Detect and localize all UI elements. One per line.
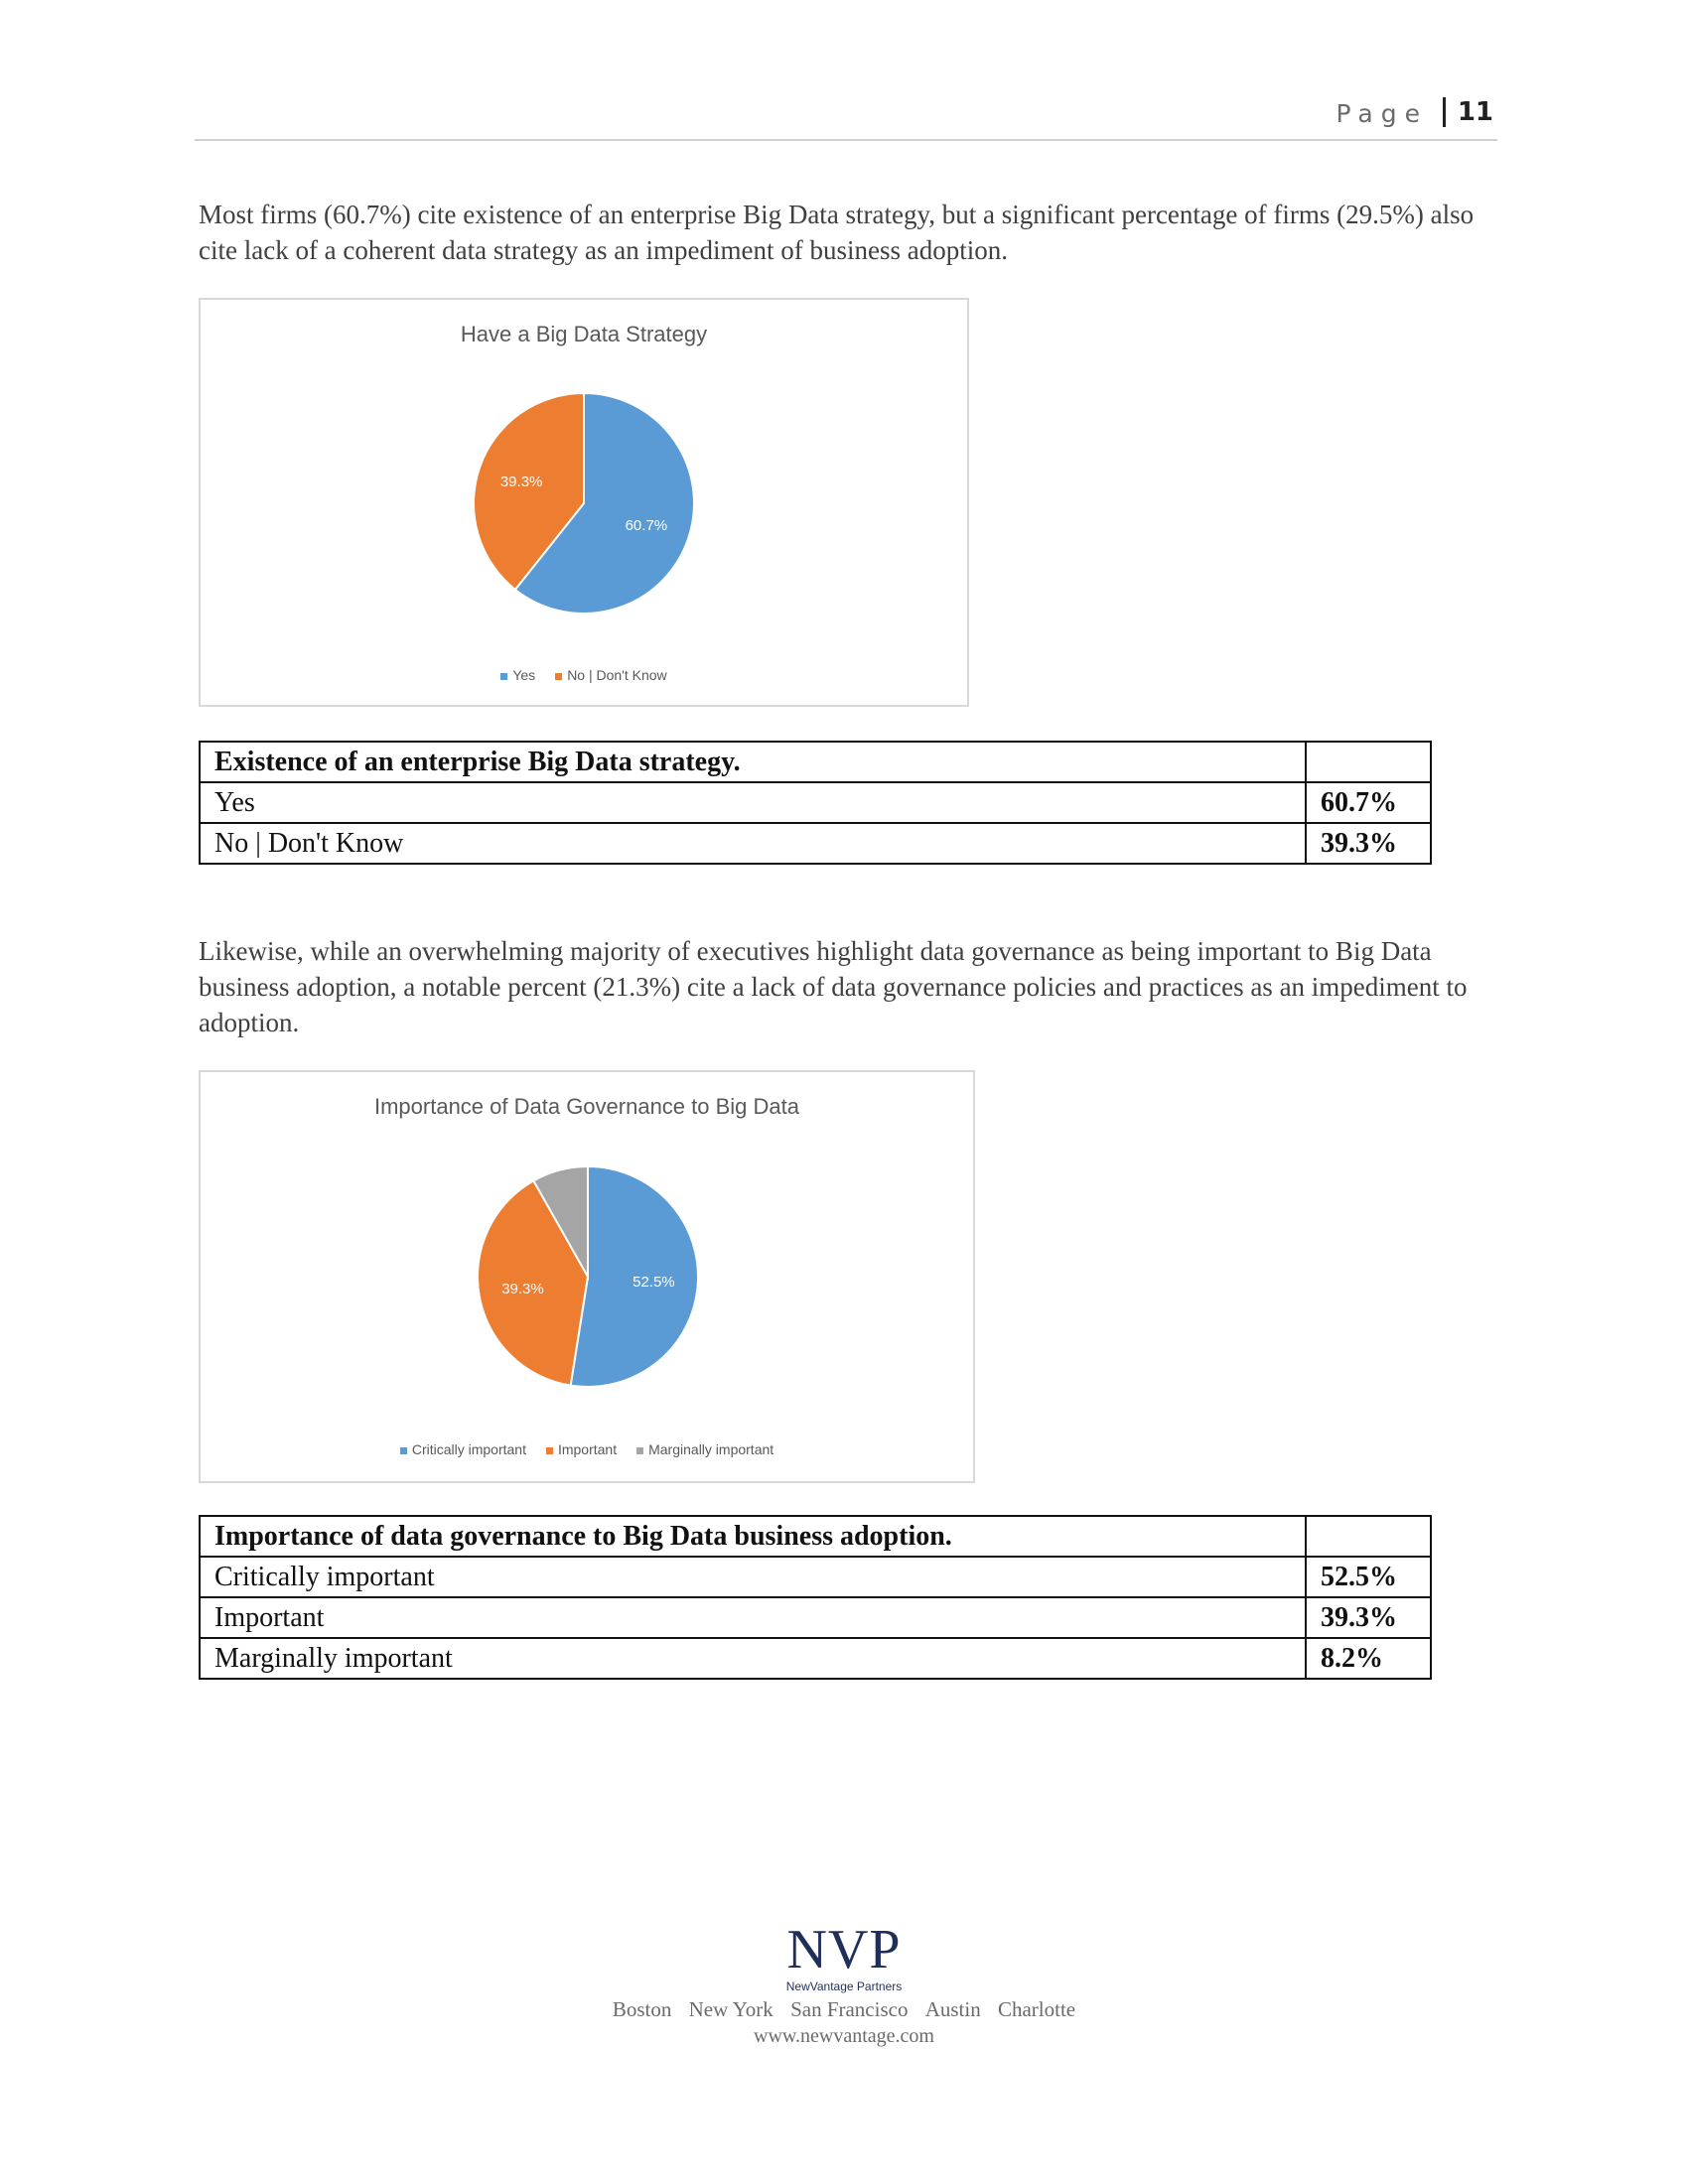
city: New York (688, 1997, 774, 2021)
table-header: Existence of an enterprise Big Data strategy. (200, 742, 1306, 782)
city: Austin (924, 1997, 981, 2021)
pie-data-label: 52.5% (633, 1274, 675, 1292)
row-value: 60.7% (1306, 782, 1431, 823)
strategy-table (199, 741, 1432, 865)
table-header-row (200, 1516, 1431, 1557)
table-row (200, 1597, 1431, 1638)
legend-swatch (555, 673, 562, 680)
table-row (200, 782, 1431, 823)
legend-label: Critically important (411, 1441, 526, 1457)
row-value: 52.5% (1306, 1557, 1431, 1597)
row-label: No | Don't Know (200, 823, 1306, 864)
table-row (200, 1557, 1431, 1597)
row-value: 39.3% (1306, 1597, 1431, 1638)
row-label: Important (200, 1597, 1306, 1638)
legend-label: No | Don't Know (567, 667, 667, 683)
legend-item (400, 1441, 526, 1457)
legend-label: Marginally important (648, 1441, 774, 1457)
pie-data-label: 60.7% (625, 516, 668, 534)
legend-swatch (546, 1447, 553, 1454)
table-header-value (1306, 742, 1431, 782)
page-number: 11 (1443, 97, 1493, 127)
company-logo: NVP (786, 1919, 902, 1980)
governance-table (199, 1515, 1432, 1680)
legend-label: Yes (512, 667, 536, 683)
page-header (195, 97, 1497, 141)
company-name: NewVantage Partners (785, 1979, 903, 1993)
legend-label: Important (557, 1441, 618, 1457)
pie-chart-svg (201, 1072, 973, 1481)
city: Charlotte (997, 1997, 1076, 2021)
chart-big-data-strategy (199, 298, 969, 707)
table-header: Importance of data governance to Big Data business adoption. (200, 1516, 1306, 1557)
legend-item (555, 667, 666, 683)
website-link[interactable]: www.newvantage.com (754, 2025, 934, 2047)
chart-legend (201, 667, 967, 683)
row-label: Marginally important (200, 1638, 1306, 1679)
chart-legend (201, 1441, 973, 1457)
table-header-row (200, 742, 1431, 782)
governance-paragraph: Likewise, while an overwhelming majority of executives highlight data governance as being important to Big Data business adoption, a notable percent (21.3%) cite a lack of data governance policies and practices as an impediment to adoption. (199, 936, 1468, 1037)
legend-swatch (400, 1447, 407, 1454)
pie-chart-svg (201, 300, 967, 705)
row-value: 8.2% (1306, 1638, 1431, 1679)
chart-title: Importance of Data Governance to Big Data (373, 1094, 799, 1119)
city: Boston (612, 1997, 672, 2021)
row-label: Critically important (200, 1557, 1306, 1597)
table-row (200, 823, 1431, 864)
chart-data-governance (199, 1070, 975, 1483)
pie-data-label: 39.3% (499, 474, 543, 491)
page-label: Page (1336, 99, 1428, 128)
legend-item (546, 1441, 617, 1457)
pie-data-label: 39.3% (501, 1280, 544, 1297)
intro-paragraph: Most firms (60.7%) cite existence of an enterprise Big Data strategy, but a significant percentage of firms (29.5%) also cite lack of a coherent data strategy as an impediment of business adoption. (199, 200, 1475, 265)
city: San Francisco (790, 1997, 909, 2021)
chart-title: Have a Big Data Strategy (460, 322, 708, 346)
row-label: Yes (200, 782, 1306, 823)
table-row (200, 1638, 1431, 1679)
legend-swatch (500, 673, 507, 680)
legend-swatch (636, 1447, 643, 1454)
row-value: 39.3% (1306, 823, 1431, 864)
legend-item (500, 667, 535, 683)
table-header-value (1306, 1516, 1431, 1557)
legend-item (636, 1441, 774, 1457)
office-cities (0, 1997, 1688, 2022)
